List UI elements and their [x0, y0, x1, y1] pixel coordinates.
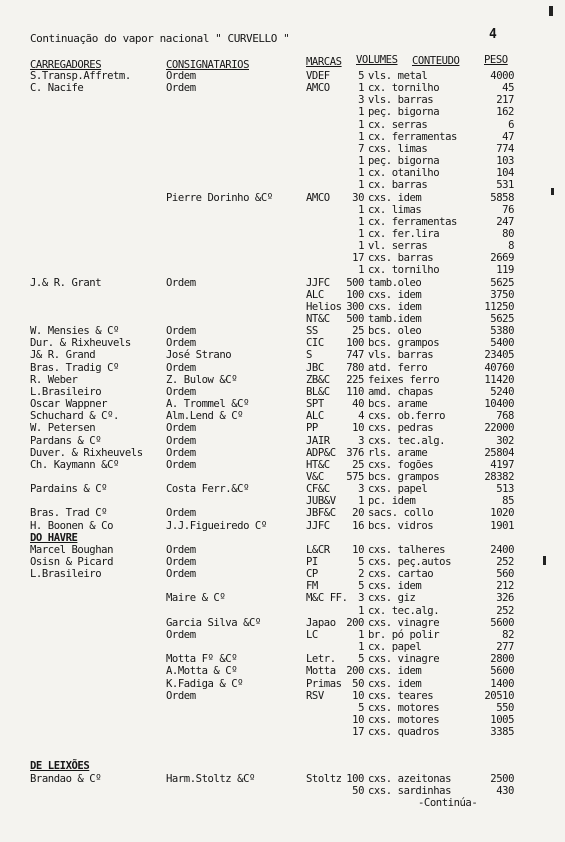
weight-cell: 5380 — [490, 325, 514, 338]
mark-cell: JBC — [306, 361, 324, 374]
weight-cell: 2400 — [490, 543, 514, 556]
mark-cell: LC — [306, 628, 318, 641]
shipper-cell: L.Brasileiro — [30, 385, 102, 398]
weight-cell: 5625 — [490, 313, 514, 325]
volume-cell: 20 — [352, 507, 364, 520]
consignee-cell: José Strano — [166, 349, 232, 362]
weight-cell: 11250 — [484, 300, 514, 313]
volume-cell: 16 — [352, 519, 364, 532]
volume-cell: 50 — [352, 785, 364, 798]
weight-cell: 5600 — [490, 665, 514, 678]
mark-cell: ZB&C — [306, 373, 330, 386]
content-cell: vl. serras — [368, 240, 428, 253]
margin-mark — [549, 6, 553, 16]
weight-cell: 560 — [496, 568, 514, 581]
volume-cell: 1 — [358, 203, 364, 216]
weight-cell: 2669 — [490, 252, 514, 265]
volume-cell: 747 — [346, 349, 364, 362]
mark-cell: S — [306, 349, 312, 362]
shipper-cell: Bras. Tradig Cº — [30, 361, 119, 374]
shipper-cell: W. Mensies & Cº — [30, 325, 119, 338]
volume-cell: 1 — [358, 227, 364, 240]
mark-cell: Primas — [306, 677, 342, 690]
shipper-cell: Pardains & Cº — [30, 483, 108, 496]
weight-cell: 3385 — [490, 726, 514, 739]
content-cell: cxs. fogões — [368, 458, 434, 471]
content-cell: cx. barras — [368, 179, 428, 192]
weight-cell: 76 — [502, 203, 514, 216]
weight-cell: 1005 — [490, 713, 514, 726]
content-cell: peç. bigorna — [368, 155, 440, 168]
volume-cell: 3 — [358, 592, 364, 605]
weight-cell: 2800 — [490, 653, 514, 666]
volume-cell: 50 — [352, 677, 364, 690]
consignee-cell: Costa Ferr.&Cº — [166, 483, 249, 496]
consignee-cell: Ordem — [166, 82, 196, 95]
content-cell: vls. metal — [368, 70, 428, 82]
weight-cell: 5600 — [490, 616, 514, 629]
section-heading: DO HAVRE — [30, 531, 78, 544]
content-cell: peç. bigorna — [368, 106, 440, 119]
weight-cell: 252 — [496, 604, 514, 617]
shipper-cell: Dur. & Rixheuvels — [30, 337, 131, 350]
volume-cell: 225 — [346, 373, 364, 386]
shipper-cell: S.Transp.Affretm. — [30, 70, 131, 82]
weight-cell: 104 — [496, 167, 514, 180]
weight-cell: 5400 — [490, 337, 514, 350]
content-cell: cxs. teares — [368, 689, 434, 702]
weight-cell: 20510 — [484, 689, 514, 702]
volume-cell: 1 — [358, 155, 364, 168]
weight-cell: 80 — [502, 227, 514, 240]
volume-cell: 1 — [358, 628, 364, 641]
volume-cell: 1 — [358, 495, 364, 508]
volume-cell: 575 — [346, 470, 364, 483]
volume-cell: 376 — [346, 446, 364, 459]
weight-cell: 326 — [496, 592, 514, 605]
weight-cell: 302 — [496, 434, 514, 447]
consignee-cell: Ordem — [166, 361, 196, 374]
continua-footer: -Continúa- — [418, 797, 478, 809]
consignee-cell: Pierre Dorinho &Cº — [166, 191, 273, 204]
volume-cell: 3 — [358, 94, 364, 107]
consignee-cell: Ordem — [166, 568, 196, 581]
mark-cell: V&C — [306, 470, 324, 483]
content-cell: cxs. peç.autos — [368, 556, 451, 568]
weight-cell: 25804 — [484, 446, 514, 459]
mark-cell: JJFC — [306, 276, 330, 289]
page-number: 4 — [489, 27, 497, 42]
volume-cell: 1 — [358, 179, 364, 192]
consignee-cell: Ordem — [166, 434, 196, 447]
content-cell: vls. barras — [368, 94, 434, 107]
content-cell: pc. idem — [368, 495, 416, 508]
weight-cell: 47 — [502, 130, 514, 143]
shipper-cell: Marcel Boughan — [30, 543, 113, 556]
shipper-cell: Oscar Wappner — [30, 398, 108, 411]
volume-cell: 1 — [358, 82, 364, 95]
shipper-cell: R. Weber — [30, 373, 78, 386]
mark-cell: ADP&C — [306, 446, 336, 459]
weight-cell: 5240 — [490, 385, 514, 398]
weight-cell: 119 — [496, 264, 514, 277]
volume-cell: 780 — [346, 361, 364, 374]
volume-cell: 200 — [346, 616, 364, 629]
mark-cell: ALC — [306, 288, 324, 301]
weight-cell: 162 — [496, 106, 514, 119]
volume-cell: 1 — [358, 264, 364, 277]
volume-cell: 5 — [358, 653, 364, 666]
mark-cell: JUB&V — [306, 495, 336, 508]
content-cell: cx. papel — [368, 641, 422, 654]
volume-cell: 1 — [358, 604, 364, 617]
mark-cell: JAIR — [306, 434, 330, 447]
consignee-cell: J.J.Figueiredo Cº — [166, 519, 267, 532]
content-cell: cx. limas — [368, 203, 422, 216]
weight-cell: 23405 — [484, 349, 514, 362]
mark-cell: PP — [306, 422, 318, 435]
mark-cell: AMCO — [306, 191, 330, 204]
weight-cell: 4000 — [490, 70, 514, 82]
content-cell: bcs. grampos — [368, 470, 440, 483]
consignee-cell: Ordem — [166, 458, 196, 471]
weight-cell: 4197 — [490, 458, 514, 471]
mark-cell: JBF&C — [306, 507, 336, 520]
consignee-cell: Ordem — [166, 689, 196, 702]
weight-cell: 212 — [496, 580, 514, 593]
volume-cell: 3 — [358, 434, 364, 447]
shipper-cell: W. Petersen — [30, 422, 96, 435]
weight-cell: 3750 — [490, 288, 514, 301]
shipper-cell: J& R. Grand — [30, 349, 96, 362]
volume-cell: 200 — [346, 665, 364, 678]
mark-cell: FM — [306, 580, 318, 593]
consignee-cell: Ordem — [166, 628, 196, 641]
mark-cell: CF&C — [306, 483, 330, 496]
volume-cell: 100 — [346, 288, 364, 301]
volume-cell: 25 — [352, 458, 364, 471]
content-cell: cx. tec.alg. — [368, 604, 440, 617]
content-cell: cx. serras — [368, 118, 428, 131]
volume-cell: 1 — [358, 130, 364, 143]
consignee-cell: Ordem — [166, 70, 196, 82]
volume-cell: 1 — [358, 641, 364, 654]
volume-cell: 10 — [352, 689, 364, 702]
volume-cell: 17 — [352, 252, 364, 265]
mark-cell: BL&C — [306, 385, 330, 398]
mark-cell: SS — [306, 325, 318, 338]
content-cell: sacs. collo — [368, 507, 434, 520]
header-conteudo: CONTEUDO — [412, 55, 460, 67]
shipper-cell: Osisn & Picard — [30, 556, 113, 568]
content-cell: cxs. motores — [368, 713, 440, 726]
shipper-cell: J.& R. Grant — [30, 276, 102, 289]
content-cell: cxs. sardinhas — [368, 785, 451, 798]
weight-cell: 5625 — [490, 276, 514, 289]
volume-cell: 10 — [352, 543, 364, 556]
mark-cell: VDEF — [306, 70, 330, 82]
content-cell: bcs. oleo — [368, 325, 422, 338]
weight-cell: 277 — [496, 641, 514, 654]
shipper-cell: Schuchard & Cº. — [30, 410, 119, 423]
content-cell: rls. arame — [368, 446, 428, 459]
weight-cell: 430 — [496, 785, 514, 798]
weight-cell: 45 — [502, 82, 514, 95]
volume-cell: 5 — [358, 70, 364, 82]
volume-cell: 1 — [358, 167, 364, 180]
consignee-cell: Alm.Lend & Cº — [166, 410, 244, 423]
consignee-cell: Ordem — [166, 385, 196, 398]
mark-cell: AMCO — [306, 82, 330, 95]
content-cell: cxs. idem — [368, 300, 422, 313]
mark-cell: Stoltz — [306, 773, 342, 785]
content-cell: br. pó polir — [368, 628, 440, 641]
content-cell: cxs. barras — [368, 252, 434, 265]
consignee-cell: Ordem — [166, 325, 196, 338]
weight-cell: 531 — [496, 179, 514, 192]
shipper-cell: Bras. Trad Cº — [30, 507, 108, 520]
weight-cell: 85 — [502, 495, 514, 508]
volume-cell: 10 — [352, 713, 364, 726]
weight-cell: 10400 — [484, 398, 514, 411]
mark-cell: Japao — [306, 616, 336, 629]
content-cell: cxs. idem — [368, 580, 422, 593]
weight-cell: 22000 — [484, 422, 514, 435]
volume-cell: 17 — [352, 726, 364, 739]
content-cell: tamb.oleo — [368, 276, 422, 289]
content-cell: cxs. idem — [368, 288, 422, 301]
weight-cell: 252 — [496, 556, 514, 568]
content-cell: cxs. vinagre — [368, 653, 440, 666]
margin-mark — [543, 556, 546, 565]
content-cell: bcs. arame — [368, 398, 428, 411]
weight-cell: 6 — [508, 118, 514, 131]
weight-cell: 513 — [496, 483, 514, 496]
volume-cell: 500 — [346, 313, 364, 325]
mark-cell: CP — [306, 568, 318, 581]
consignee-cell: Ordem — [166, 543, 196, 556]
volume-cell: 100 — [346, 773, 364, 785]
shipper-cell: Ch. Kaymann &Cº — [30, 458, 119, 471]
content-cell: tamb.idem — [368, 313, 422, 325]
mark-cell: Letr. — [306, 653, 336, 666]
content-cell: cxs. papel — [368, 483, 428, 496]
content-cell: cx. tornilho — [368, 264, 440, 277]
weight-cell: 40760 — [484, 361, 514, 374]
content-cell: cxs. idem — [368, 677, 422, 690]
weight-cell: 11420 — [484, 373, 514, 386]
content-cell: feixes ferro — [368, 373, 440, 386]
mark-cell: NT&C — [306, 313, 330, 325]
volume-cell: 5 — [358, 701, 364, 714]
content-cell: cxs. limas — [368, 142, 428, 155]
content-cell: cxs. idem — [368, 191, 422, 204]
content-cell: cx. otanilho — [368, 167, 440, 180]
consignee-cell: A.Motta & Cº — [166, 665, 238, 678]
mark-cell: Helios — [306, 300, 342, 313]
volume-cell: 5 — [358, 580, 364, 593]
weight-cell: 247 — [496, 215, 514, 228]
volume-cell: 10 — [352, 422, 364, 435]
content-cell: cxs. tec.alg. — [368, 434, 446, 447]
weight-cell: 1400 — [490, 677, 514, 690]
mark-cell: L&CR — [306, 543, 330, 556]
weight-cell: 8 — [508, 240, 514, 253]
header-volumes: VOLUMES — [356, 54, 398, 66]
volume-cell: 300 — [346, 300, 364, 313]
weight-cell: 28382 — [484, 470, 514, 483]
volume-cell: 1 — [358, 106, 364, 119]
content-cell: cxs. pedras — [368, 422, 434, 435]
mark-cell: Motta — [306, 665, 336, 678]
volume-cell: 1 — [358, 118, 364, 131]
document-title: Continuação do vapor nacional " CURVELLO " — [30, 32, 290, 45]
header-marcas: MARCAS — [306, 56, 342, 68]
header-consignatarios: CONSIGNATARIOS — [166, 59, 249, 71]
section-heading-leixoes: DE LEIXÕES — [30, 760, 90, 772]
consignee-cell: Ordem — [166, 422, 196, 435]
content-cell: atd. ferro — [368, 361, 428, 374]
consignee-cell: Z. Bulow &Cº — [166, 373, 238, 386]
volume-cell: 110 — [346, 385, 364, 398]
consignee-cell: Ordem — [166, 446, 196, 459]
shipper-cell: C. Nacife — [30, 82, 84, 95]
content-cell: cx. fer.lira — [368, 227, 440, 240]
header-carregadores: CARREGADORES — [30, 59, 102, 71]
content-cell: bcs. vidros — [368, 519, 434, 532]
header-peso: PESO — [484, 54, 508, 66]
mark-cell: ALC — [306, 410, 324, 423]
content-cell: amd. chapas — [368, 385, 434, 398]
mark-cell: HT&C — [306, 458, 330, 471]
mark-cell: M&C FF. — [306, 592, 348, 605]
content-cell: cx. tornilho — [368, 82, 440, 95]
consignee-cell: Ordem — [166, 276, 196, 289]
mark-cell: CIC — [306, 337, 324, 350]
weight-cell: 550 — [496, 701, 514, 714]
mark-cell: SPT — [306, 398, 324, 411]
weight-cell: 5858 — [490, 191, 514, 204]
volume-cell: 30 — [352, 191, 364, 204]
volume-cell: 100 — [346, 337, 364, 350]
mark-cell: RSV — [306, 689, 324, 702]
mark-cell: PI — [306, 556, 318, 568]
volume-cell: 1 — [358, 240, 364, 253]
content-cell: cxs. motores — [368, 701, 440, 714]
volume-cell: 1 — [358, 215, 364, 228]
content-cell: cx. ferramentas — [368, 130, 457, 143]
consignee-cell: Ordem — [166, 507, 196, 520]
volume-cell: 3 — [358, 483, 364, 496]
content-cell: cxs. azeitonas — [368, 773, 451, 785]
content-cell: cxs. talheres — [368, 543, 446, 556]
content-cell: cxs. idem — [368, 665, 422, 678]
volume-cell: 25 — [352, 325, 364, 338]
shipper-cell: H. Boonen & Co — [30, 519, 113, 532]
shipper-cell: Pardans & Cº — [30, 434, 102, 447]
weight-cell: 82 — [502, 628, 514, 641]
shipper-cell: Duver. & Rixheuvels — [30, 446, 143, 459]
volume-cell: 4 — [358, 410, 364, 423]
content-cell: bcs. grampos — [368, 337, 440, 350]
consignee-cell: Maire & Cº — [166, 592, 226, 605]
content-cell: cxs. vinagre — [368, 616, 440, 629]
content-cell: cxs. ob.ferro — [368, 410, 446, 423]
volume-cell: 500 — [346, 276, 364, 289]
consignee-cell: K.Fadiga & Cº — [166, 677, 244, 690]
weight-cell: 1901 — [490, 519, 514, 532]
volume-cell: 5 — [358, 556, 364, 568]
consignee-cell: A. Trommel &Cº — [166, 398, 249, 411]
consignee-cell: Ordem — [166, 337, 196, 350]
weight-cell: 768 — [496, 410, 514, 423]
weight-cell: 217 — [496, 94, 514, 107]
weight-cell: 1020 — [490, 507, 514, 520]
content-cell: cxs. quadros — [368, 726, 440, 739]
consignee-cell: Garcia Silva &Cº — [166, 616, 261, 629]
content-cell: vls. barras — [368, 349, 434, 362]
shipper-cell: L.Brasileiro — [30, 568, 102, 581]
volume-cell: 40 — [352, 398, 364, 411]
content-cell: cxs. giz — [368, 592, 416, 605]
content-cell: cxs. cartao — [368, 568, 434, 581]
mark-cell: JJFC — [306, 519, 330, 532]
margin-mark — [551, 188, 554, 195]
consignee-cell: Motta Fº &Cº — [166, 653, 238, 666]
weight-cell: 2500 — [490, 773, 514, 785]
consignee-cell: Harm.Stoltz &Cº — [166, 773, 255, 785]
volume-cell: 2 — [358, 568, 364, 581]
weight-cell: 103 — [496, 155, 514, 168]
volume-cell: 7 — [358, 142, 364, 155]
consignee-cell: Ordem — [166, 556, 196, 568]
weight-cell: 774 — [496, 142, 514, 155]
content-cell: cx. ferramentas — [368, 215, 457, 228]
shipper-cell: Brandao & Cº — [30, 773, 102, 785]
